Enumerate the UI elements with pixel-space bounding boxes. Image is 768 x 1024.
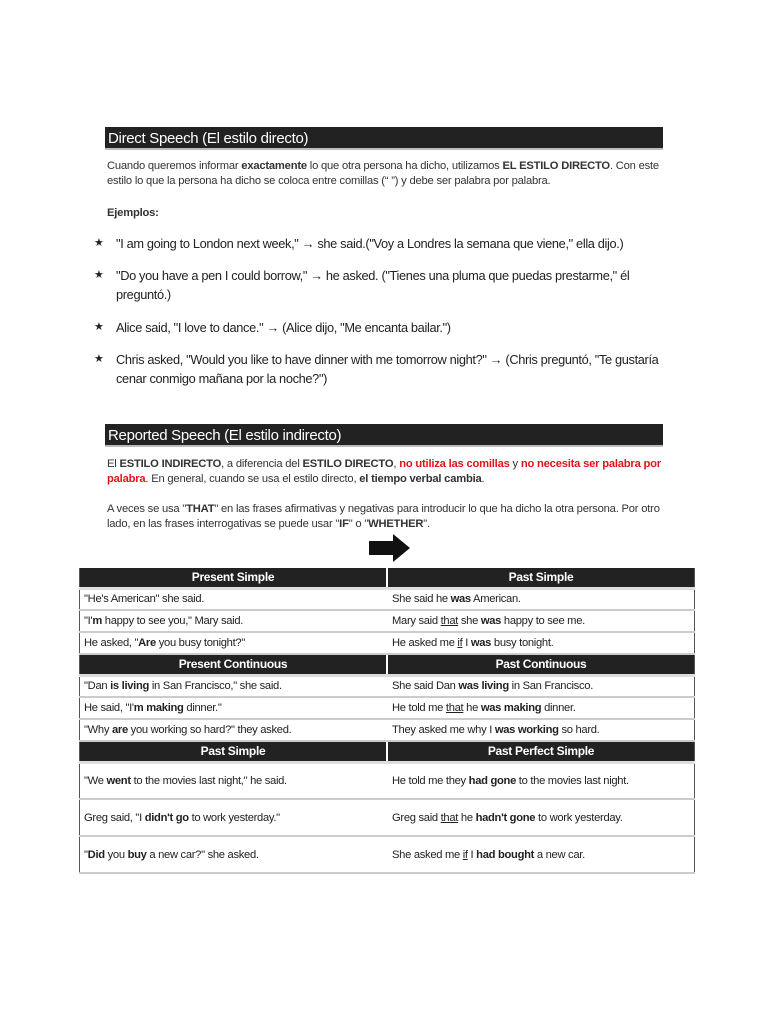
underlined-text: if <box>457 637 463 649</box>
text-segment: in San Francisco. <box>508 680 593 693</box>
text-segment: He asked, " <box>84 637 139 649</box>
tense-header-left: Present Continuous <box>80 654 388 675</box>
direct-speech-cell <box>80 719 388 741</box>
reported-speech-intro <box>107 457 667 487</box>
bold-text: is living <box>110 680 150 693</box>
table-row <box>80 719 695 741</box>
bold-text: was <box>480 615 502 627</box>
reported-speech-cell <box>387 836 695 873</box>
text-segment: He asked me <box>392 637 458 649</box>
direct-speech-cell <box>80 697 388 719</box>
reported-speech-cell <box>387 762 695 799</box>
example-text: "I am going to London next week," → she said.("Voy a Londres la semana que viene," ella dijo.) <box>116 236 624 251</box>
tense-conversion-table <box>79 566 695 874</box>
star-bullet-icon: ★ <box>94 237 104 249</box>
text-segment: They asked me why I <box>392 724 495 736</box>
tense-header-left: Present Simple <box>80 567 388 588</box>
table-row <box>80 632 695 654</box>
bold-text: had bought <box>476 848 535 861</box>
reported-speech-cell <box>387 719 695 741</box>
text-segment: "Dan <box>84 680 111 693</box>
text-segment: you <box>104 848 128 861</box>
direct-speech-cell <box>80 588 388 610</box>
bold-text: went <box>106 774 131 787</box>
reported-speech-cell <box>387 799 695 836</box>
bold-text: had gone <box>468 774 516 787</box>
reported-speech-cell <box>387 697 695 719</box>
text-segment: I <box>462 637 471 649</box>
text-segment: happy to see me. <box>501 615 585 627</box>
text-segment: , a diferencia del <box>221 458 303 470</box>
bold-text: are <box>111 724 128 736</box>
table-row <box>80 799 695 836</box>
text-segment: you busy tonight?" <box>155 637 245 649</box>
bold-text: EL ESTILO DIRECTO <box>502 160 610 172</box>
reported-speech-cell <box>387 675 695 697</box>
star-bullet-icon: ★ <box>94 353 104 365</box>
text-segment: Mary said <box>392 615 441 627</box>
table-row <box>80 610 695 632</box>
text-segment: busy tonight. <box>491 637 554 649</box>
highlight-text: no necesita ser palabra por palabra <box>107 458 661 485</box>
text-segment: you working so hard?" they asked. <box>127 724 292 736</box>
text-segment: Greg said, "I <box>84 811 145 824</box>
text-segment: so hard. <box>558 724 600 736</box>
text-segment: "He's American" she said. <box>84 593 205 606</box>
table-row <box>80 762 695 799</box>
bold-text: ESTILO DIRECTO <box>302 458 394 470</box>
bold-text: ESTILO INDIRECTO <box>119 458 222 470</box>
text-segment: He told me <box>392 702 446 714</box>
example-item <box>94 234 674 253</box>
text-segment: Cuando queremos informar <box>107 160 242 172</box>
text-segment: to the movies last night. <box>516 774 629 787</box>
text-segment: She asked me <box>392 848 463 861</box>
text-segment: to work yesterday." <box>188 811 280 824</box>
bold-text: m <box>92 615 102 627</box>
text-segment: dinner. <box>541 702 576 714</box>
direct-speech-cell <box>80 675 388 697</box>
direct-speech-cell <box>80 610 388 632</box>
underlined-text: that <box>445 702 464 714</box>
example-item <box>94 318 674 337</box>
reported-speech-cell <box>387 610 695 632</box>
tense-header-right: Past Simple <box>387 567 695 588</box>
examples-label: Ejemplos: <box>107 207 159 219</box>
bold-text: el tiempo verbal cambia <box>359 473 482 485</box>
text-segment: " o " <box>348 518 369 530</box>
text-segment: ". <box>423 518 430 530</box>
direct-speech-cell <box>80 632 388 654</box>
star-bullet-icon: ★ <box>94 269 104 281</box>
underlined-text: that <box>440 811 459 824</box>
text-segment: happy to see you," Mary said. <box>101 615 244 627</box>
text-segment: a new car?" she asked. <box>146 848 259 861</box>
tense-header-row <box>80 654 695 675</box>
reported-speech-cell <box>387 588 695 610</box>
bold-text: Are <box>138 637 156 649</box>
direct-speech-cell <box>80 836 388 873</box>
bold-text: buy <box>127 848 147 861</box>
reported-speech-heading: Reported Speech (El estilo indirecto) <box>105 424 663 447</box>
direct-speech-heading: Direct Speech (El estilo directo) <box>105 127 663 150</box>
table-row <box>80 588 695 610</box>
text-segment: Greg said <box>392 811 441 824</box>
example-text: "Do you have a pen I could borrow," → he asked. ("Tienes una pluma que puedas prestarme," él preguntó.) <box>116 268 630 302</box>
text-segment: She said Dan <box>392 680 459 693</box>
text-segment: " en las frases afirmativas y negativas para introducir lo que ha dicho la otra persona. Por otro lado, en las frases interrogativas se puede usar " <box>107 503 660 530</box>
right-arrow-icon <box>369 534 411 562</box>
reported-speech-note <box>107 502 667 532</box>
text-segment: , <box>393 458 400 470</box>
text-segment: to work yesterday. <box>535 811 623 824</box>
bold-text: IF <box>339 518 349 530</box>
text-segment: he <box>458 811 476 824</box>
text-segment: She said he <box>392 593 451 606</box>
bold-text: THAT <box>186 503 215 515</box>
text-segment: a new car. <box>534 848 585 861</box>
bold-text: was <box>450 593 471 606</box>
text-segment: . <box>481 473 485 485</box>
bold-text: exactamente <box>241 160 307 172</box>
text-segment: to the movies last night," he said. <box>130 774 287 787</box>
table-row <box>80 675 695 697</box>
tense-header-row <box>80 741 695 762</box>
example-text: Alice said, "I love to dance." → (Alice dijo, "Me encanta bailar.") <box>116 320 451 335</box>
text-segment: El <box>107 458 120 470</box>
direct-speech-cell <box>80 762 388 799</box>
example-item <box>94 266 674 304</box>
text-segment: He told me they <box>392 774 469 787</box>
tense-header-row <box>80 567 695 588</box>
text-segment: I <box>467 848 477 861</box>
direct-speech-intro <box>107 159 667 189</box>
direct-speech-cell <box>80 799 388 836</box>
table-row <box>80 836 695 873</box>
bold-text: Did <box>87 848 105 861</box>
tense-header-right: Past Continuous <box>387 654 695 675</box>
text-segment: . En general, cuando se usa el estilo directo, <box>145 473 360 485</box>
text-segment: he <box>463 702 481 714</box>
bold-text: WHETHER <box>368 518 424 530</box>
example-item <box>94 350 674 388</box>
text-segment: "Why <box>84 724 112 736</box>
text-segment: dinner." <box>183 702 222 714</box>
bold-text: was living <box>458 680 509 693</box>
text-segment: He said, "I' <box>84 702 134 714</box>
bold-text: m making <box>133 702 184 714</box>
text-segment: she <box>458 615 481 627</box>
reported-speech-cell <box>387 632 695 654</box>
underlined-text: if <box>462 848 468 861</box>
tense-header-right: Past Perfect Simple <box>387 741 695 762</box>
bold-text: was making <box>480 702 542 714</box>
text-segment: "We <box>84 774 107 787</box>
tense-header-left: Past Simple <box>80 741 388 762</box>
text-segment: American. <box>470 593 521 606</box>
bold-text: was <box>470 637 492 649</box>
text-segment: y <box>509 458 521 470</box>
star-bullet-icon: ★ <box>94 321 104 333</box>
text-segment: A veces se usa " <box>107 503 187 515</box>
highlight-text: no utiliza las comillas <box>399 458 510 470</box>
text-segment: . Con este estilo lo que la persona ha dicho se coloca entre comillas (“ ”) y debe ser palabra por palabra. <box>107 160 659 187</box>
underlined-text: that <box>440 615 459 627</box>
text-segment: in San Francisco," she said. <box>149 680 282 693</box>
text-segment: " <box>84 848 88 861</box>
table-row <box>80 697 695 719</box>
bold-text: hadn't gone <box>475 811 536 824</box>
bold-text: was working <box>494 724 559 736</box>
text-segment: "I' <box>84 615 93 627</box>
bold-text: didn't go <box>144 811 189 824</box>
example-text: Chris asked, "Would you like to have dinner with me tomorrow night?" → (Chris preguntó, "Te gustaría cenar conmigo mañana por la noche?") <box>116 352 659 386</box>
text-segment: lo que otra persona ha dicho, utilizamos <box>306 160 503 172</box>
